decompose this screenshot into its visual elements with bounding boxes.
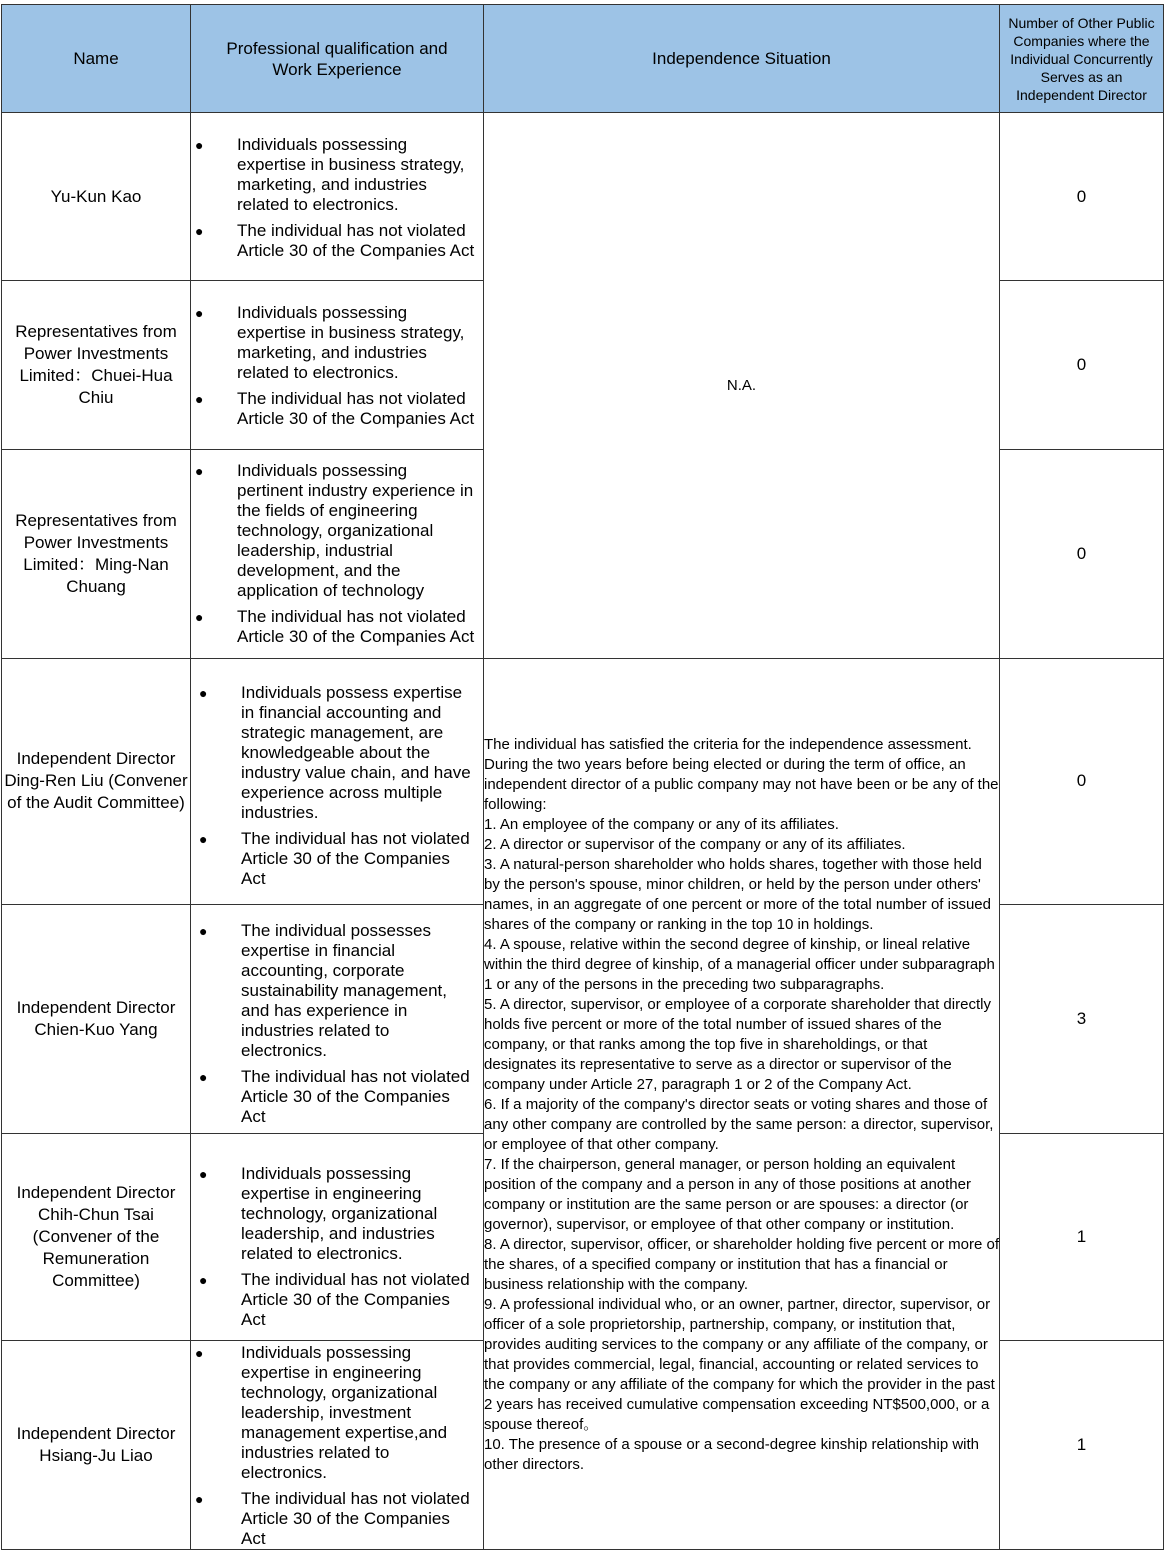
bullet-icon: ● [199,1272,208,1289]
header-qualification: Professional qualification and Work Experience [191,5,484,113]
qualification-cell [191,449,484,658]
bullet-icon: ● [199,1166,208,1183]
list-item: ● The individual has not violated Article 30 of the Companies Act [191,1270,483,1330]
list-item: ● The individual has not violated Article 30 of the Companies Act [191,607,483,647]
table-row [2,113,1164,281]
other-companies-count: 1 [1000,1133,1164,1341]
list-item: ● The individual has not violated Article 30 of the Companies Act [191,221,483,261]
bullet-icon: ● [199,923,208,939]
list-item: ● Individuals possessing expertise in engineering technology, organizational leadership, investment management expertise,and industries related to electronics. [191,1343,483,1483]
other-companies-count: 0 [1000,658,1164,905]
list-item: ● The individual has not violated Article 30 of the Companies Act [191,829,483,889]
director-name: Independent Director Chien-Kuo Yang [2,905,191,1134]
bullet-icon: ● [195,609,204,626]
qualification-cell [191,658,484,905]
list-item: ● Individuals possessing expertise in business strategy, marketing, and industries related to electronics. [191,303,483,383]
bullet-icon: ● [195,304,204,321]
header-other-companies: Number of Other Public Companies where the Individual Concurrently Serves as an Independent Director [1000,5,1164,113]
bullet-icon: ● [195,1344,204,1361]
list-item: ● The individual has not violated Article 30 of the Companies Act [191,1489,483,1549]
bullet-icon: ● [195,222,204,239]
qualification-cell [191,1133,484,1341]
qualification-cell [191,113,484,281]
independence-na: N.A. [484,113,1000,659]
list-item: ● The individual has not violated Article 30 of the Companies Act [191,1067,483,1127]
other-companies-count: 0 [1000,113,1164,281]
director-name: Representatives from Power Investments Limited：Chuei-Hua Chiu [2,281,191,449]
qualification-cell [191,905,484,1134]
other-companies-count: 0 [1000,281,1164,449]
header-independence: Independence Situation [484,5,1000,113]
other-companies-count: 0 [1000,449,1164,658]
list-item: ● The individual has not violated Article 30 of the Companies Act [191,389,483,429]
bullet-icon: ● [199,830,208,847]
director-name: Yu-Kun Kao [2,113,191,281]
director-name: Independent Director Chih-Chun Tsai (Convener of the Remuneration Committee) [2,1133,191,1341]
list-item: ● Individuals possessing pertinent industry experience in the fields of engineering technology, organizational leadership, industrial development, and the application of technology [191,461,483,601]
table-row [2,658,1164,905]
qualification-cell [191,281,484,449]
bullet-icon: ● [195,1490,204,1507]
other-companies-count: 1 [1000,1341,1164,1550]
list-item: ● Individuals possess expertise in financial accounting and strategic management, are knowledgeable about the industry value chain, and have experience across multiple industries. [191,683,483,823]
director-name: Independent Director Ding-Ren Liu (Convener of the Audit Committee) [2,658,191,905]
bullet-icon: ● [199,1069,208,1085]
qualification-cell [191,1341,484,1550]
board-members-table [1,4,1164,1550]
list-item: ● The individual possesses expertise in financial accounting, corporate sustainability management, and has experience in industries related to electronics. [191,921,483,1061]
header-name: Name [2,5,191,113]
director-name: Independent Director Hsiang-Ju Liao [2,1341,191,1550]
bullet-icon: ● [195,390,204,407]
independence-criteria: The individual has satisfied the criteria for the independence assessment. During the two years before being elected or during the term of office, an independent director of a public company may not have been or be any of the following: 1. An employee of the company or any of its affiliates. 2. A director or supervisor of the company or any of its affiliates. 3. A natural-person shareholder who holds shares, together with those held by the person's spouse, minor children, or held by the person under others' names, in an aggregate of one percent or more of the total number of issued shares of the company or ranking in the top 10 in holdings. 4. A spouse, relative within the second degree of kinship, or lineal relative within the third degree of kinship, of a managerial officer under subparagraph 1 or any of the persons in the preceding two subparagraphs. 5. A director, supervisor, or employee of a corporate shareholder that directly holds five percent or more of the total number of issued shares of the company, or that ranks among the top five in shareholdings, or that designates its representative to serve as a director or supervisor of the company under Article 27, paragraph 1 or 2 of the Company Act. 6. If a majority of the company's director seats or voting shares and those of any other company are controlled by the same person: a director, supervisor, or employee of that other company. 7. If the chairperson, general manager, or person holding an equivalent position of the company and a person in any of those positions at another company or institution are the same person or are spouses: a director (or governor), supervisor, or employee of that other company or institution. 8. A director, supervisor, officer, or shareholder holding five percent or more of the shares, of a specified company or institution that has a financial or business relationship with the company. 9. A professional individual who, or an owner, partner, director, supervisor, or officer of a sole proprietorship, partnership, company, or institution that, provides auditing services to the company or any affiliate of the company, or that provides commercial, legal, financial, accounting or related services to the company or any affiliate of the company for which the provider in the past 2 years has received cumulative compensation exceeding NT$500,000, or a spouse thereof。 10. The presence of a spouse or a second-degree kinship relationship with other directors. [484,658,1000,1549]
other-companies-count: 3 [1000,905,1164,1134]
list-item: ● Individuals possessing expertise in engineering technology, organizational leadership, and industries related to electronics. [191,1164,483,1264]
bullet-icon: ● [199,684,208,701]
bullet-icon: ● [195,463,204,480]
list-item: ● Individuals possessing expertise in business strategy, marketing, and industries related to electronics. [191,135,483,215]
director-name: Representatives from Power Investments Limited：Ming-Nan Chuang [2,449,191,658]
bullet-icon: ● [195,136,204,153]
